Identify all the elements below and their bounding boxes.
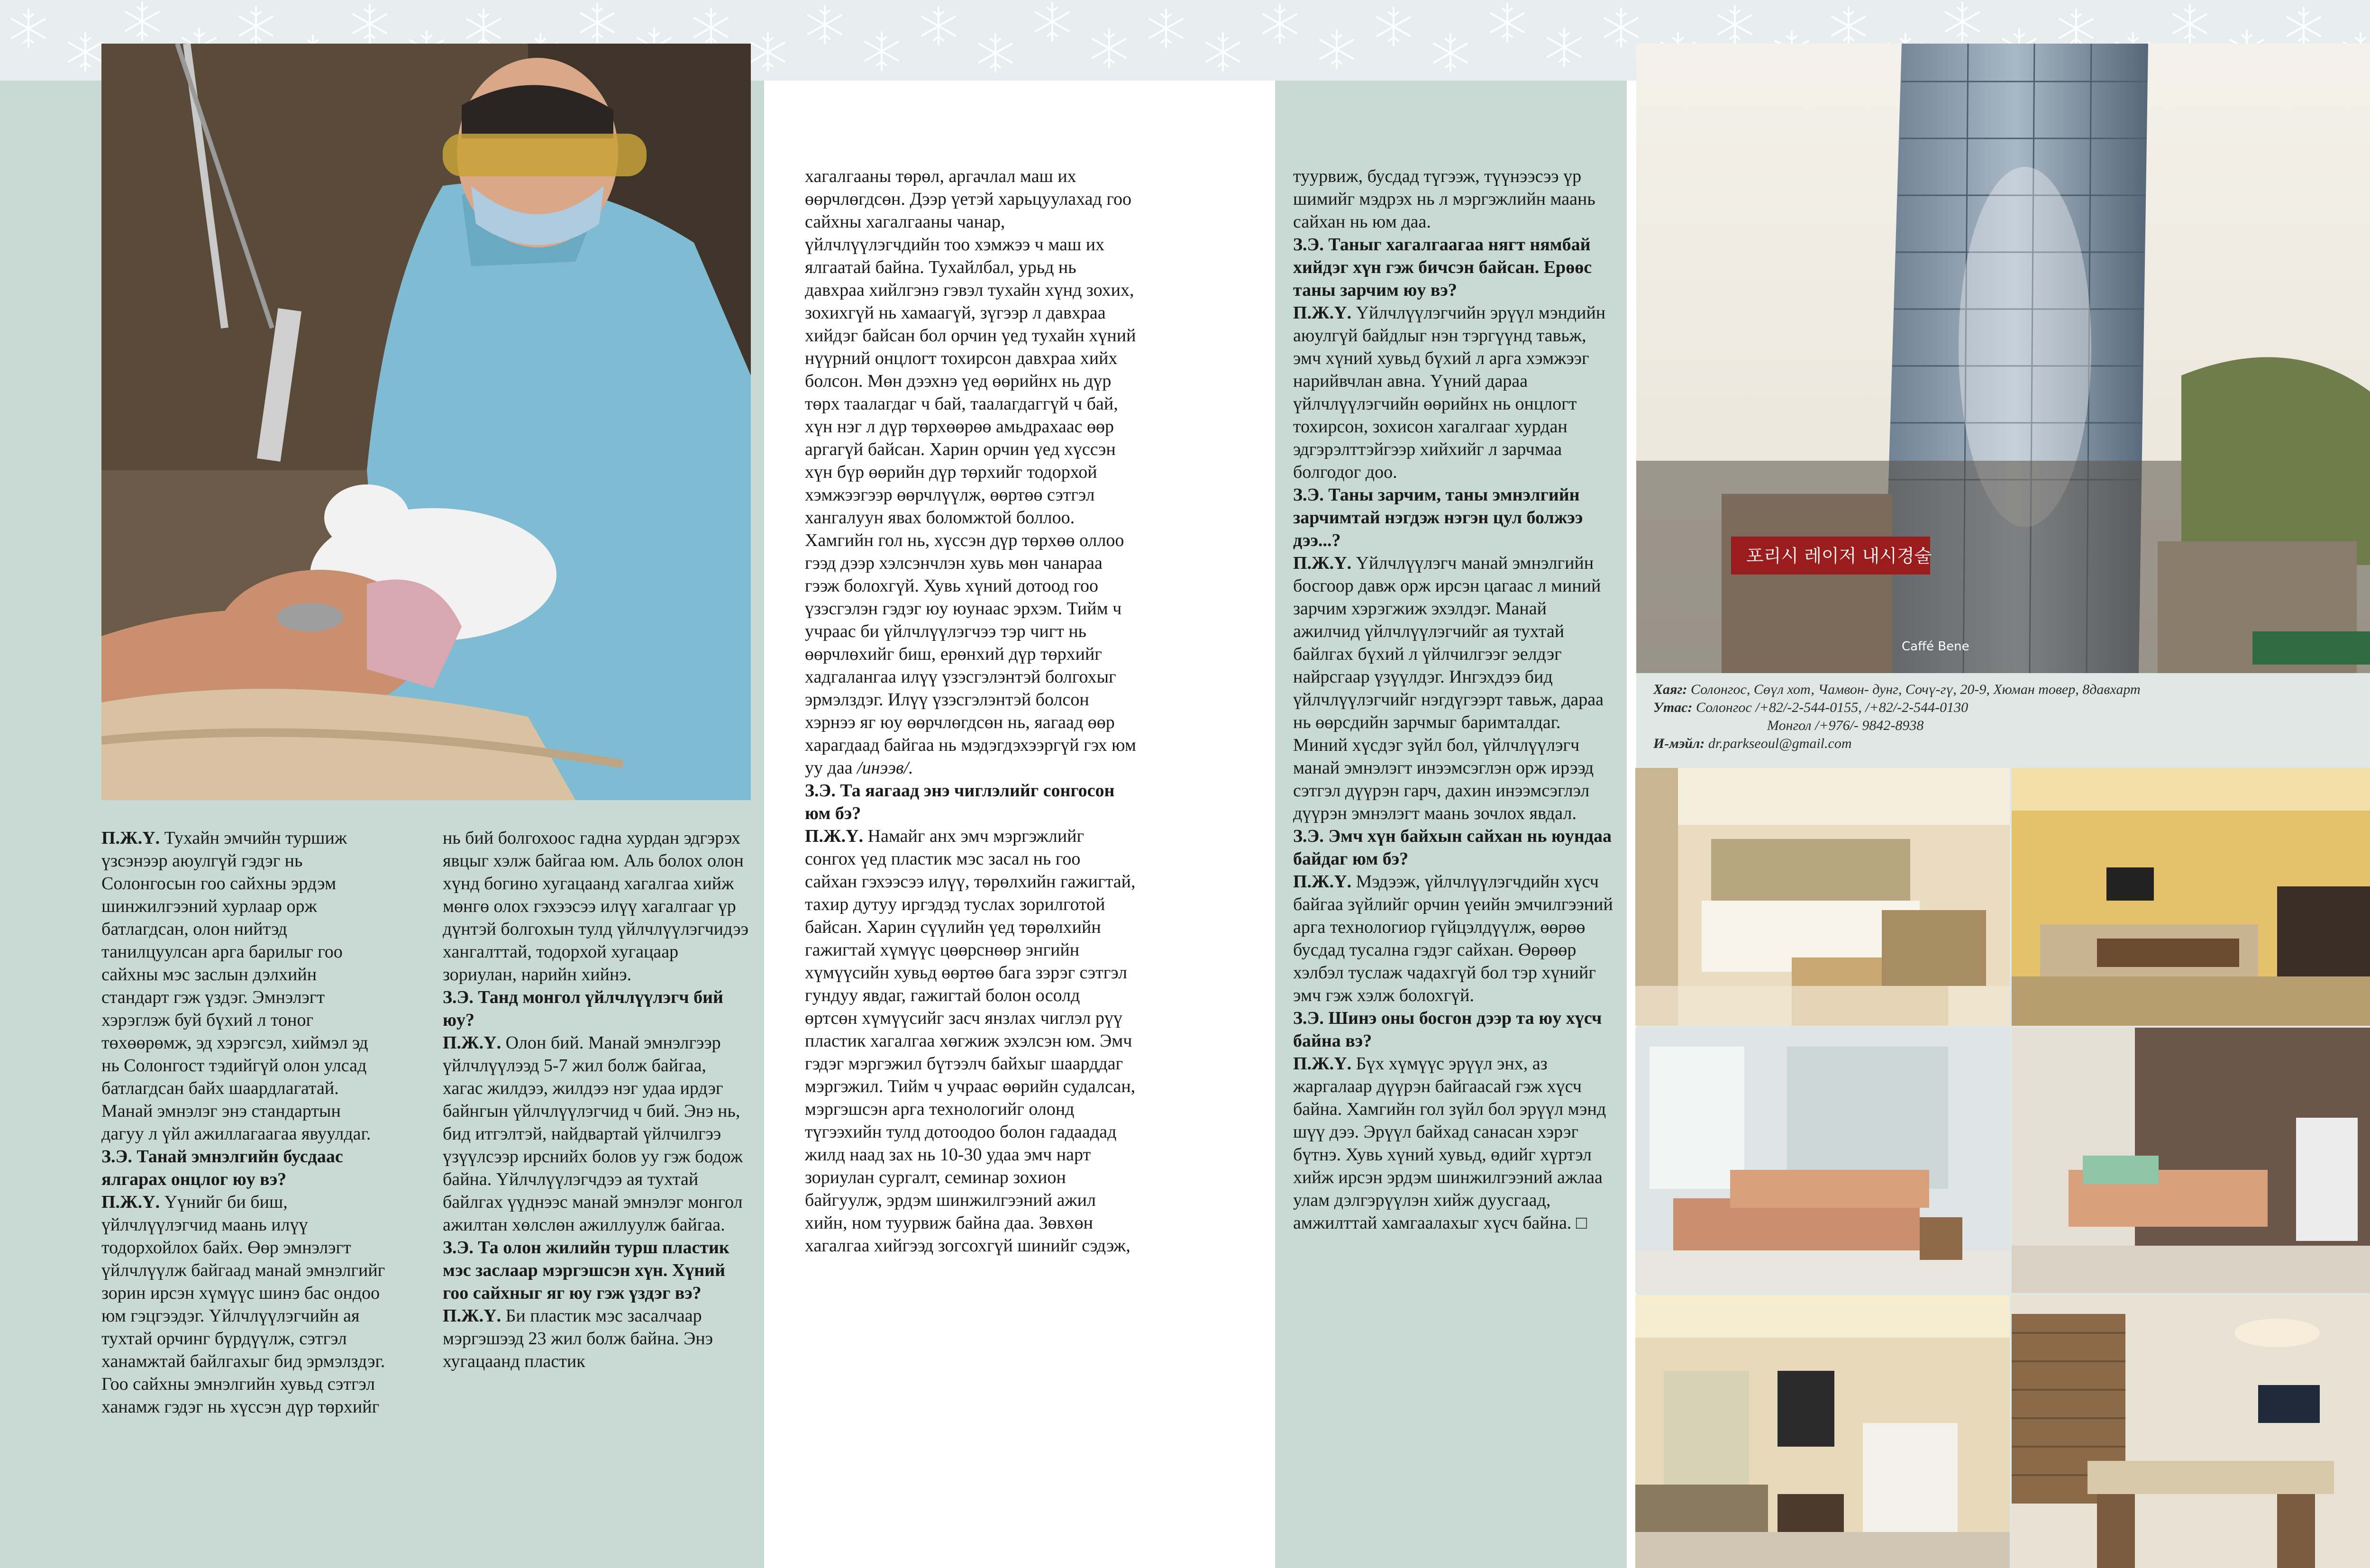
corridor-photo [1635, 1295, 2010, 1568]
question-heading: З.Э. Танай эмнэлгийн бусдаас ялгарах онцлог юу вэ? [101, 1147, 343, 1189]
end-mark-icon: □ [1576, 1213, 1587, 1233]
address-line [1653, 681, 2370, 699]
answer-paragraph [101, 1191, 386, 1418]
question-heading: З.Э. Шинэ оны босгон дээр та юу хүсч байна вэ? [1293, 1008, 1602, 1051]
speaker-label: П.Ж.Ү. [101, 828, 160, 848]
contact-info [1653, 681, 2370, 753]
answer-paragraph [1293, 1052, 1615, 1234]
article-column-1 [101, 827, 386, 1441]
answer-paragraph: туурвиж, бусдад түгээж, түүнээсээ үр шимийг мэдрэх нь л мэргэжлийн маань сайхан нь юм даа. [1293, 166, 1595, 232]
store-sign: Caffé Bene [1902, 639, 1969, 654]
answer-text: Үйлчлүүлэгч манай эмнэлгийн босгоор давж орж ирсэн цагаас л миний зарчим хэрэгжиж эхэлдэг. Манай ажилчид үйлчлүүлэгчийг ая тухтай байлгах бүхий л үйлчилгээг эелдэг найрсгаар үзүүлдэг. Ингэхдээ бид үйлчлүүлэгчийг нэгдүгээрт тавьж, дараа нь өөрсдийн зарчмыг баримталдаг. Миний хүсдэг зүйл бол, үйлчлүүлэгч манай эмнэлэгт инээмсэглэн орж ирээд сэтгэл дүүрэн гарч, дахин инээмсэглэл дүүрэн эмнэлэгт маань зочлох явдал. [1293, 553, 1604, 823]
answer-paragraph [805, 165, 1137, 779]
question-heading: З.Э. Эмч хүн байхын сайхан нь юундаа байдаг юм бэ? [1293, 826, 1612, 869]
answer-text: хагалгааны төрөл, аргачлал маш их өөрчлөгдсөн. Дээр үетэй харьцуулахад гоо сайхны хагалгааны чанар, үйлчлүүлэгчдийн тоо хэмжээ ч маш их ялгаатай байна. Тухайлбал, урьд нь давхраа хийлгэнэ гэвэл тухайн хүнд зохих, зохихгүй нь хамаагүй, зүгээр л давхраа хийдэг байсан бол орчин үед тухайн хүний нүүрний онцлогт тохирсон давхраа хийх болсон. Мөн дээхнэ үед өөрийнх нь дүр төрх таалагдаг ч бай, таалагдаггүй ч бай, хүн нэг л дүр төрхөөрөө амьдрахаас өөр аргагүй байсан. Харин орчин үед хүссэн хүн бүр өөрийн дүр төрхийг тодорхой хэмжээгээр өөрчлүүлж, өөртөө сэтгэл хангалуун явах боломжтой боллоо. Хамгийн гол нь, хүссэн дүр төрхөө оллоо гээд дээр хэлсэнчлэн хувь мөн чанараа гээж болохгүй. Хувь хүний дотоод гоо үзэсгэлэн гэдэг юу юунаас эрхэм. Тийм ч учраас би үйлчлүүлэгчээ тэр чигт нь өөрчлөхийг биш, ерөнхий дүр төрхийг хадгалангаа илүү үзэсгэлэнтэй болгохыг эрмэлздэг. Илүү үзэсгэлэнтэй болсон хэрнээ яг юу өөрчлөгдсөн нь, яагаад өөр харагдаад байгаа нь мэдэгдэхээргүй гэх юм уу даа [805, 166, 1136, 778]
clinic-building-photo [1636, 44, 2370, 673]
speaker-label: П.Ж.Ү. [101, 1192, 160, 1212]
consultation-room-photo [2012, 1295, 2370, 1568]
answer-paragraph [1293, 870, 1615, 1007]
answer-text: Намайг анх эмч мэргэжлийг сонгох үед пластик мэс засал нь гоо сайхан гэхээсээ илүү, төрөлхийн гажигтай, тахир дутуу иргэдэд туслах зорилготой байсан. Харин сүүлийн үед төрөлхийн гажигтай хүмүүс цөөрснөөр энгийн хүмүүсийн хувьд өөртөө бага зэрэг сэтгэл гундуу явдаг, гажигтай болон осолд өртсөн хүмүүсийг засч янзлах чиглэл рүү пластик хагалгаа хөгжиж эхэлсэн юм. Эмч гэдэг мэргэжил бүтээлч байхыг шаарддаг мэргэжил. Тийм ч учраас өөрийн судалсан, мэргэшсэн арга технологийг олонд түгээхийн тулд дотоодоо болон гадаадад жилд наад зах нь 10-30 удаа эмч нарт зориулан сургалт, семинар зохион байгуулж, эрдэм шинжилгээний ажил хийн, ном туурвиж байна даа. Зөвхөн хагалгаа хийгээд зогсохгүй шинийг сэдэж, [805, 826, 1136, 1256]
answer-text: Бүх хүмүүс эрүүл энх, аз жаргалаар дүүрэн байгаасай гэж хүсч байна. Хамгийн гол зүйл бол эрүүл мэнд шүү дээ. Эрүүл байхад санасан хэрэг бүтнэ. Хувь хүний хувьд, өдийг хүртэл хийж ирсэн эрдэм шинжилгээний ажлаа улам дэлгэрүүлэн хийж дуусгаад, амжилттай хамгаалахыг хүсч байна. [1293, 1054, 1606, 1233]
article-column-4 [1293, 165, 1615, 1454]
question-heading: З.Э. Та яагаад энэ чиглэлийг сонгосон юм бэ? [805, 781, 1115, 823]
treatment-room-photo-1 [1635, 1028, 2010, 1293]
article-column-2 [443, 827, 751, 1441]
answer-paragraph [101, 827, 386, 1145]
phone-line [1653, 699, 2370, 717]
answer-paragraph: нь бий болгохоос гадна хурдан эдгэрэх явцыг хэлж байгаа юм. Аль болох олон хүнд богино хугацаанд хагалгаа хийж мөнгө олох гэхээсээ илүү хагалгааг үр дүнтэй болгохын тулд үйлчлүүлэгчидээ хангалттай, тодорхой хугацаар зориулан, нарийн хийнэ. [443, 828, 749, 985]
answer-text: Үйлчлүүлэгчийн эрүүл мэндийн аюулгүй байдлыг нэн тэргүүнд тавьж, эмч хүний хувьд бүхий л арга хэмжээг нарийвчлан авна. Үүний дараа үйлчлүүлэгчийн өөрийнх нь онцлогт тохирсон, зохисон хагалгааг хурдан эдгэрэлттэйгээр хийхийг л зарчмаа болгодог доо. [1293, 303, 1606, 482]
reception-photo [1635, 768, 2010, 1026]
email-label: И-мэйл: [1653, 736, 1705, 751]
address-label: Хаяг: [1653, 682, 1687, 697]
article-column-3 [805, 165, 1137, 1454]
building-sign: 포리시 레이저 내시경술 [1746, 546, 1932, 566]
answer-paragraph [443, 1031, 751, 1236]
speaker-label: П.Ж.Ү. [1293, 1054, 1352, 1074]
email-value: dr.parkseoul@gmail.com [1708, 736, 1852, 751]
phone-label: Утас: [1653, 700, 1693, 715]
answer-text: Би пластик мэс засалчаар мэргэшээд 23 жил болж байна. Энэ хугацаанд пластик [443, 1306, 713, 1371]
phone-line-2 [1653, 717, 2370, 735]
answer-paragraph [805, 825, 1137, 1257]
gutter [1627, 0, 1636, 1568]
speaker-label: П.Ж.Ү. [1293, 303, 1352, 323]
question-heading: З.Э. Танд монгол үйлчлүүлэгч бий юу? [443, 987, 723, 1030]
question-heading: З.Э. Таныг хагалгаагаа нягт нямбай хийдэг хүн гэж бичсэн байсан. Ерөөс таны зарчим юу вэ? [1293, 235, 1592, 300]
speaker-label: П.Ж.Ү. [1293, 872, 1352, 892]
question-heading: З.Э. Таны зарчим, таны эмнэлгийн зарчимтай нэгдэж нэгэн цул болжээ дээ...? [1293, 485, 1583, 550]
question-heading: З.Э. Та олон жилийн турш пластик мэс заслаар мэргэшсэн хүн. Хүний гоо сайхныг яг юу гэж үздэг вэ? [443, 1238, 729, 1303]
answer-paragraph [443, 1304, 751, 1373]
waiting-lounge-photo [2012, 768, 2370, 1026]
answer-paragraph [1293, 552, 1615, 825]
email-line [1653, 735, 2370, 753]
doctor-laser-photo [101, 44, 751, 800]
speaker-label: П.Ж.Ү. [805, 826, 864, 846]
answer-text: Үүнийг би биш, үйлчлүүлэгчид маань илүү тодорхойлох байх. Өөр эмнэлэгт үйлчлүүлж байгаад манай эмнэлгийг зорин ирсэн хүмүүс шинэ бас ондоо юм гэцгээдэг. Үйлчлүүлэгчийн ая тухтай орчинг бүрдүүлж, сэтгэл ханамжтай байлгахыг бид эрмэлздэг. Гоо сайхны эмнэлгийн хувьд сэтгэл ханамж гэдэг нь хүссэн дүр төрхийг [101, 1192, 385, 1417]
speaker-label: П.Ж.Ү. [443, 1033, 501, 1053]
answer-text: Олон бий. Манай эмнэлгээр үйлчлүүлээд 5-7 жил болж байгаа, хагас жилдээ, жилдээ нэг удаа ирдэг байнгын үйлчлүүлэгчид ч бий. Энэ нь, бид итгэлтэй, найдвартай үйлчилгээ үзүүлсээр ирснийх болов уу гэж бодож байна. Үйлчлүүлэгчдээ ая тухтай байлгах үүднээс манай эмнэлэг монгол ажилтан хөлслөн ажиллуулж байгаа. [443, 1033, 743, 1235]
laugh-note: /инээв/. [857, 758, 913, 778]
answer-text: Мэдээж, үйлчлүүлэгчдийн хүсч байгаа зүйлийг орчин үеийн эмчилгээний арга технологиор гүйцэлдүүлж, өөрөө бусдад тусална гэдэг сайхан. Өөрөөр хэлбэл туслаж чадахгүй бол тэр хүнийг эмч гэж хэлж болохгүй. [1293, 872, 1613, 1005]
speaker-label: П.Ж.Ү. [1293, 553, 1352, 573]
phone-value: Солонгос /+82/-2-544-0155, /+82/-2-544-0130 [1696, 700, 1969, 715]
speaker-label: П.Ж.Ү. [443, 1306, 501, 1326]
phone-value-2: Монгол /+976/- 9842-8938 [1767, 718, 1924, 733]
address-value: Солонгос, Сөүл хот, Чамвон- дунг, Сочү-гү, 20-9, Хюман товер, 8давхарт [1691, 682, 2141, 697]
answer-text: Тухайн эмчийн туршиж үзсэнээр аюулгүй гэдэг нь Солонгосын гоо сайхны эрдэм шинжилгээний хурлаар орж батлагдсан, олон нийтэд танилцуулсан арга барилыг гоо сайхны мэс заслын дэлхийн стандарт гэж үздэг. Эмнэлэгт хэрэглэж буй бүхий л тоног төхөөрөмж, эд хэрэгсэл, хиймэл эд нь Солонгост тэдийгүй олон улсад батлагдсан байх шаардлагатай. Манай эмнэлэг энэ стандартын дагуу л үйл ажиллагаагаа явуулдаг. [101, 828, 371, 1144]
answer-paragraph [1293, 301, 1615, 483]
treatment-room-photo-2 [2012, 1028, 2370, 1293]
